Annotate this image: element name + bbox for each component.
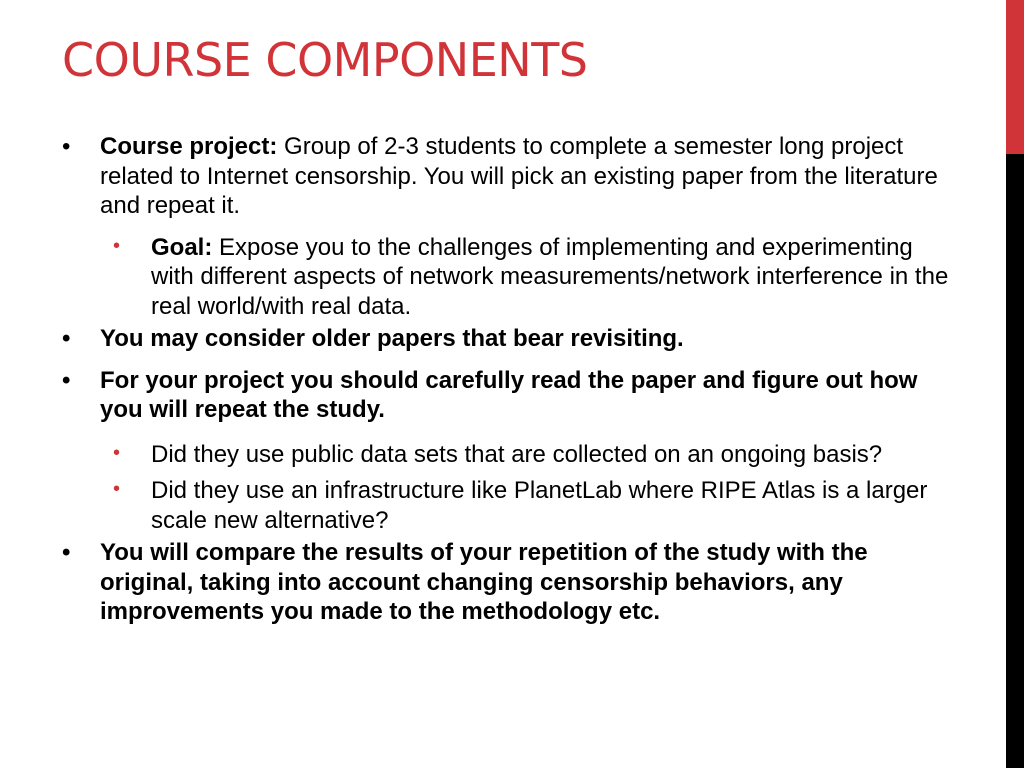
bullet-older-papers <box>62 324 962 354</box>
sub-bullet-dot-icon: • <box>113 234 121 257</box>
course-project-label: Course project: <box>100 133 278 160</box>
public-data-text: Did they use public data sets that are collected on an ongoing basis? <box>151 440 883 468</box>
older-papers-text: You may consider older papers that bear revisiting. <box>100 325 684 352</box>
bullet-read-paper <box>62 366 962 425</box>
bullet-goal <box>62 233 962 322</box>
sub-bullet-dot-icon: • <box>113 441 121 464</box>
bullet-dot-icon: • <box>62 539 71 566</box>
goal-text: Expose you to the challenges of implementing and experimenting with different aspects of network measurements/network interference in the real world/with real data. <box>151 233 949 320</box>
read-paper-text: For your project you should carefully read the paper and figure out how you will repeat the study. <box>100 366 918 423</box>
bullet-dot-icon: • <box>62 366 71 394</box>
bullet-dot-icon: • <box>62 133 71 160</box>
bullet-list <box>62 132 962 627</box>
slide-title: COURSE COMPONENTS <box>62 33 588 87</box>
accent-bar-black <box>1006 154 1024 768</box>
compare-text: You will compare the results of your repetition of the study with the original, taking into account changing censorship behaviors, any improvements you made to the methodology etc. <box>100 539 868 625</box>
bullet-compare <box>62 538 962 627</box>
sub-bullet-dot-icon: • <box>113 478 121 500</box>
goal-label: Goal: <box>151 233 213 261</box>
bullet-infrastructure <box>62 476 962 535</box>
bullet-dot-icon: • <box>62 325 71 352</box>
accent-bar-red <box>1006 0 1024 154</box>
course-project-text: Group of 2-3 students to complete a semester long project related to Internet censorship. You will pick an existing paper from the literature and repeat it. <box>100 133 938 219</box>
infrastructure-text: Did they use an infrastructure like PlanetLab where RIPE Atlas is a larger scale new alternative? <box>151 477 928 534</box>
bullet-course-project <box>62 132 962 221</box>
bullet-public-data <box>62 440 962 470</box>
